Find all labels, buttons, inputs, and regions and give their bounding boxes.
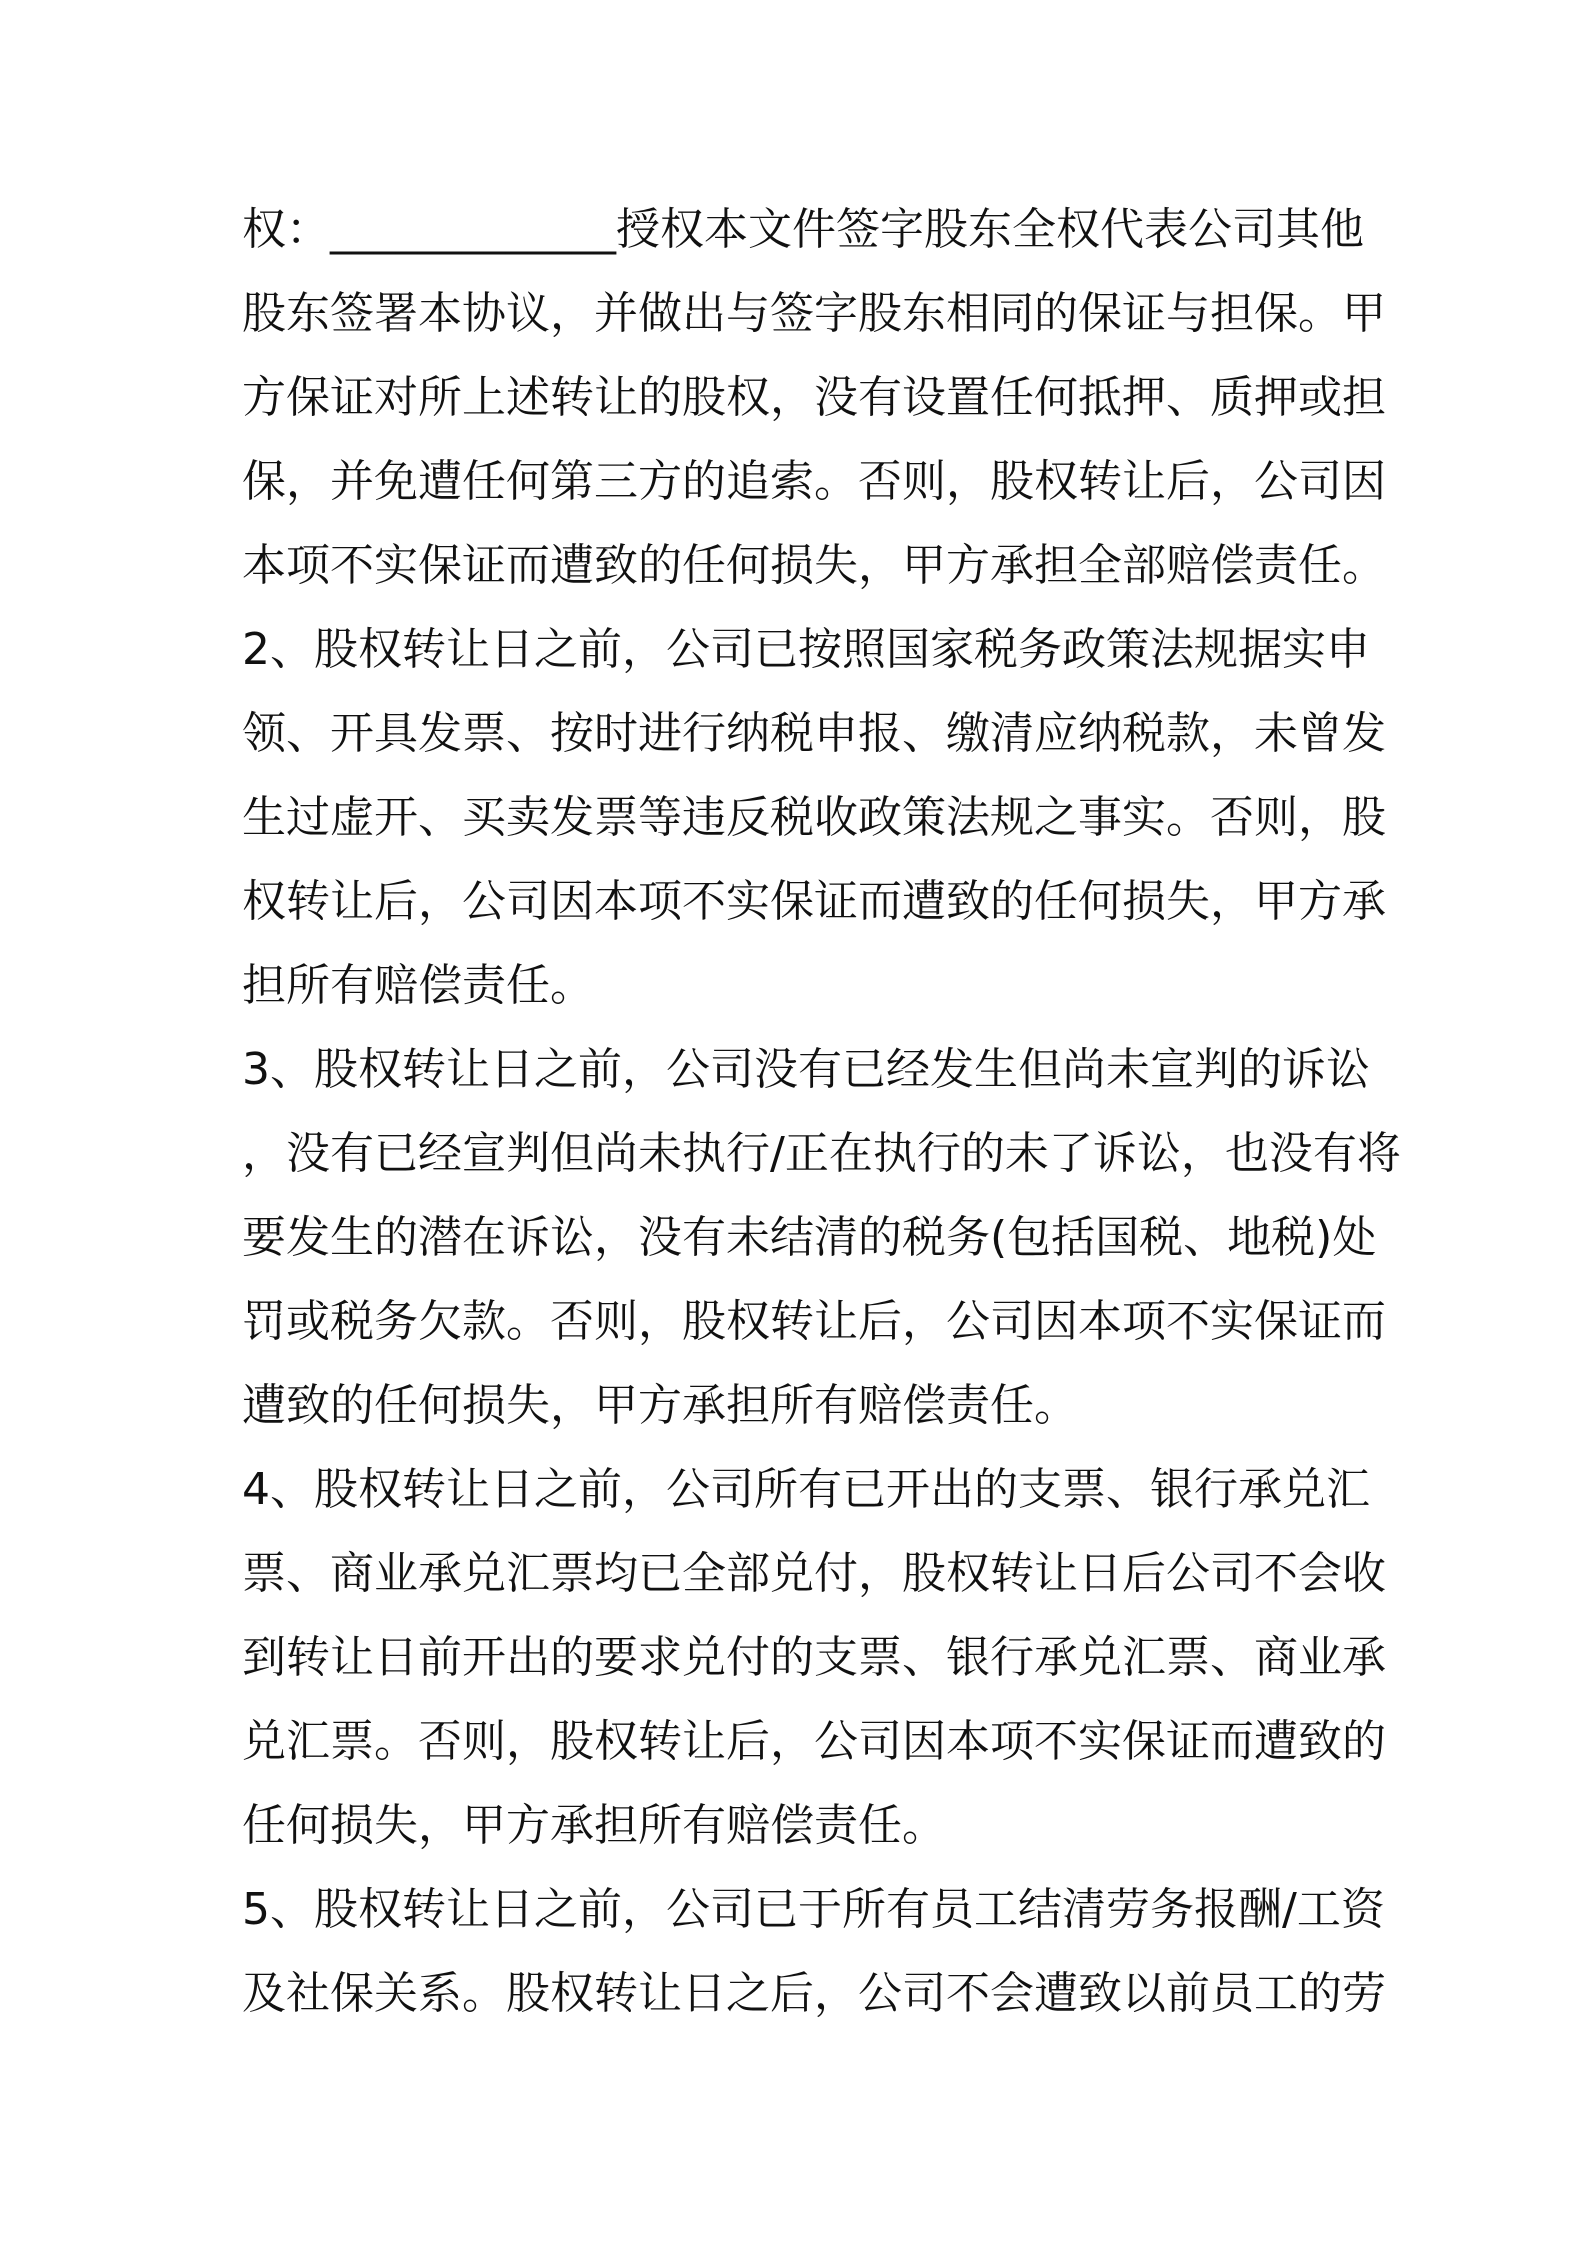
- text-line: 遭致的任何损失，甲方承担所有赔偿责任。: [242, 1380, 1078, 1431]
- text-line: 2、股权转让日之前，公司已按照国家税务政策法规据实申: [242, 624, 1370, 675]
- text-line: 到转让日前开出的要求兑付的支票、银行承兑汇票、商业承: [242, 1632, 1386, 1683]
- text-line: 兑汇票。否则，股权转让后，公司因本项不实保证而遭致的: [242, 1716, 1386, 1767]
- text-line: 5、股权转让日之前，公司已于所有员工结清劳务报酬/工资: [242, 1884, 1385, 1935]
- text-line: 3、股权转让日之前，公司没有已经发生但尚未宣判的诉讼: [242, 1044, 1370, 1095]
- text-line: 股东签署本协议，并做出与签字股东相同的保证与担保。甲: [242, 288, 1386, 339]
- text-line: 要发生的潜在诉讼，没有未结清的税务(包括国税、地税)处: [242, 1212, 1377, 1263]
- text-line: 保，并免遭任何第三方的追索。否则，股权转让后，公司因: [242, 456, 1386, 507]
- text-line: 生过虚开、买卖发票等违反税收政策法规之事实。否则，股: [242, 792, 1386, 843]
- text-line: 任何损失，甲方承担所有赔偿责任。: [242, 1800, 946, 1851]
- text-line: ，没有已经宣判但尚未执行/正在执行的未了诉讼，也没有将: [242, 1128, 1401, 1179]
- text-line: 本项不实保证而遭致的任何损失，甲方承担全部赔偿责任。: [242, 540, 1386, 591]
- text-line: 票、商业承兑汇票均已全部兑付，股权转让日后公司不会收: [242, 1548, 1386, 1599]
- text-line: 4、股权转让日之前，公司所有已开出的支票、银行承兑汇: [242, 1464, 1370, 1515]
- text-line: 担所有赔偿责任。: [242, 960, 594, 1011]
- text-line: 权：_____________授权本文件签字股东全权代表公司其他: [242, 204, 1364, 255]
- text-line: 领、开具发票、按时进行纳税申报、缴清应纳税款，未曾发: [242, 708, 1386, 759]
- text-line: 方保证对所上述转让的股权，没有设置任何抵押、质押或担: [242, 372, 1386, 423]
- text-line: 罚或税务欠款。否则，股权转让后，公司因本项不实保证而: [242, 1296, 1386, 1347]
- document-body: [242, 188, 1401, 2036]
- text-line: 权转让后，公司因本项不实保证而遭致的任何损失，甲方承: [242, 876, 1386, 927]
- text-line: 及社保关系。股权转让日之后，公司不会遭致以前员工的劳: [242, 1968, 1386, 2019]
